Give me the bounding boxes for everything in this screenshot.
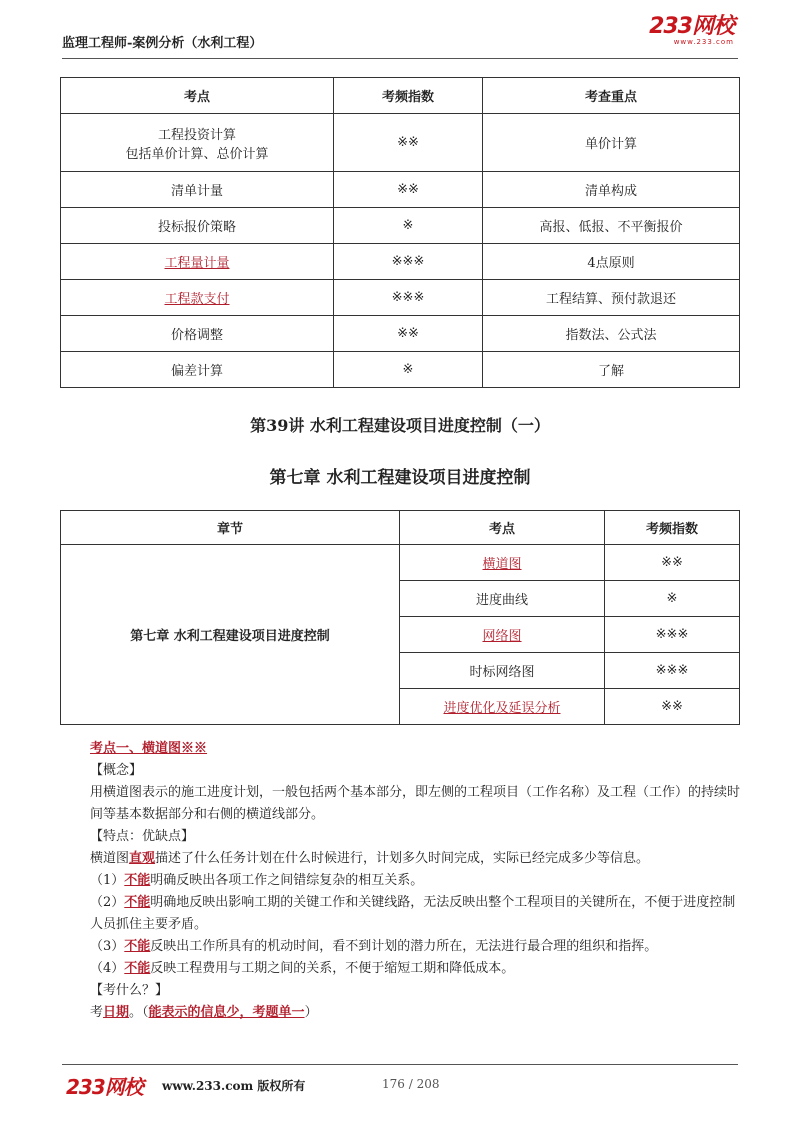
chapter-title: 第七章 水利工程建设项目进度控制 <box>269 468 531 488</box>
table-row <box>61 280 740 316</box>
frequency-cell: ※※※ <box>605 617 740 653</box>
list-item <box>62 958 742 980</box>
col-header-chapter: 章节 <box>61 511 400 545</box>
concept-label: 【概念】 <box>90 763 143 778</box>
item-text: 反映工程费用与工期之间的关系，不便于缩短工期和降低成本。 <box>150 961 515 976</box>
item-highlight: 不能 <box>124 895 151 910</box>
content-body <box>62 738 742 1024</box>
focus-cell: 工程结算、预付款退还 <box>483 280 740 316</box>
what-text-a: 考 <box>90 1005 104 1020</box>
what-highlight: 日期 <box>103 1005 130 1020</box>
item-number: （3） <box>90 939 125 954</box>
focus-cell: 指数法、公式法 <box>483 316 740 352</box>
frequency-cell: ※ <box>334 208 483 244</box>
section-heading <box>62 738 742 760</box>
point-link-quantity[interactable]: 工程量计量 <box>164 256 230 271</box>
point-cell <box>400 545 605 581</box>
frequency-cell: ※※ <box>334 172 483 208</box>
page-header <box>62 14 738 59</box>
table-row <box>61 244 740 280</box>
table-row <box>61 114 740 172</box>
frequency-cell: ※※※ <box>334 280 483 316</box>
item-highlight: 不能 <box>124 873 151 888</box>
point-subtext: 包括单价计算、总价计算 <box>125 146 269 162</box>
point-cell <box>400 617 605 653</box>
item-text: 反映出工作所具有的机动时间，看不到计划的潜力所在，无法进行最合理的组织和指挥。 <box>150 939 658 954</box>
item-number: （4） <box>90 961 125 976</box>
logo-mark: 233网校 <box>649 14 734 39</box>
point-cell <box>61 280 334 316</box>
footer-copyright: www.233.com 版权所有 <box>162 1079 306 1093</box>
frequency-cell: ※※※ <box>334 244 483 280</box>
footer-logo[interactable]: 233网校 <box>66 1075 143 1099</box>
table-row <box>61 545 740 581</box>
table-row <box>61 352 740 388</box>
list-item <box>62 892 742 936</box>
intro-text-a: 横道图 <box>90 851 130 866</box>
page-footer <box>62 1064 738 1105</box>
lecture-title: 第39讲 水利工程建设项目进度控制（一） <box>250 416 550 435</box>
point-text: 工程投资计算 <box>157 127 236 143</box>
table-row <box>61 172 740 208</box>
chapter-cell: 第七章 水利工程建设项目进度控制 <box>61 545 400 725</box>
focus-cell: 单价计算 <box>483 114 740 172</box>
item-highlight: 不能 <box>124 961 151 976</box>
table-row <box>61 208 740 244</box>
point-link-gantt[interactable]: 横道图 <box>482 557 522 572</box>
table-row <box>61 316 740 352</box>
what-label: 【考什么？】 <box>90 983 169 998</box>
page-number: 176 / 208 <box>382 1077 440 1091</box>
item-text: 明确地反映出影响工期的关键工作和关键线路，无法反映出整个工程项目的关键所在，不便于进度控制人员抓住主要矛盾。 <box>90 895 736 932</box>
item-highlight: 不能 <box>124 939 151 954</box>
section-heading-text: 考点一、横道图※※ <box>90 741 208 756</box>
what-paragraph <box>62 1002 742 1024</box>
focus-cell: 4点原则 <box>483 244 740 280</box>
point-link-optimization[interactable]: 进度优化及延误分析 <box>443 701 561 716</box>
frequency-cell: ※ <box>334 352 483 388</box>
point-cell <box>400 689 605 725</box>
frequency-cell: ※※ <box>605 545 740 581</box>
point-cell: 进度曲线 <box>400 581 605 617</box>
point-cell: 投标报价策略 <box>61 208 334 244</box>
point-cell <box>61 244 334 280</box>
logo-url: www.233.com <box>673 38 734 46</box>
focus-cell: 了解 <box>483 352 740 388</box>
what-text-c: ） <box>304 1005 318 1020</box>
intro-text-b: 描述了什么任务计划在什么时候进行，计划多久时间完成，实际已经完成多少等信息。 <box>155 851 650 866</box>
col-header-focus: 考查重点 <box>483 78 740 114</box>
brand-logo[interactable] <box>649 16 734 46</box>
what-text-b: 。（ <box>129 1005 149 1020</box>
frequency-cell: ※ <box>605 581 740 617</box>
list-item <box>62 936 742 958</box>
item-text: 明确反映出各项工作之间错综复杂的相互关系。 <box>150 873 424 888</box>
features-label: 【特点：优缺点】 <box>90 829 195 844</box>
frequency-cell: ※※※ <box>605 653 740 689</box>
what-highlight-2: 能表示的信息少，考题单一 <box>148 1005 305 1020</box>
col-header-frequency: 考频指数 <box>605 511 740 545</box>
frequency-cell: ※※ <box>334 316 483 352</box>
col-header-point: 考点 <box>61 78 334 114</box>
point-cell <box>61 114 334 172</box>
col-header-frequency: 考频指数 <box>334 78 483 114</box>
intro-highlight: 直观 <box>129 851 156 866</box>
point-cell: 偏差计算 <box>61 352 334 388</box>
frequency-cell: ※※ <box>334 114 483 172</box>
point-cell: 时标网络图 <box>400 653 605 689</box>
intro-paragraph <box>62 848 742 870</box>
point-link-network[interactable]: 网络图 <box>482 629 522 644</box>
list-item <box>62 870 742 892</box>
point-cell: 价格调整 <box>61 316 334 352</box>
item-number: （1） <box>90 873 125 888</box>
point-cell: 清单计量 <box>61 172 334 208</box>
frequency-cell: ※※ <box>605 689 740 725</box>
col-header-point: 考点 <box>400 511 605 545</box>
point-link-payment[interactable]: 工程款支付 <box>164 292 230 307</box>
focus-cell: 清单构成 <box>483 172 740 208</box>
focus-cell: 高报、低报、不平衡报价 <box>483 208 740 244</box>
concept-paragraph: 用横道图表示的施工进度计划，一般包括两个基本部分，即左侧的工程项目（工作名称）及工程（工作）的持续时间等基本数据部分和右侧的横道线部分。 <box>90 785 741 822</box>
cost-topics-table <box>60 77 740 388</box>
schedule-topics-table <box>60 510 740 725</box>
item-number: （2） <box>90 895 125 910</box>
document-title: 监理工程师-案例分析（水利工程） <box>62 36 263 51</box>
